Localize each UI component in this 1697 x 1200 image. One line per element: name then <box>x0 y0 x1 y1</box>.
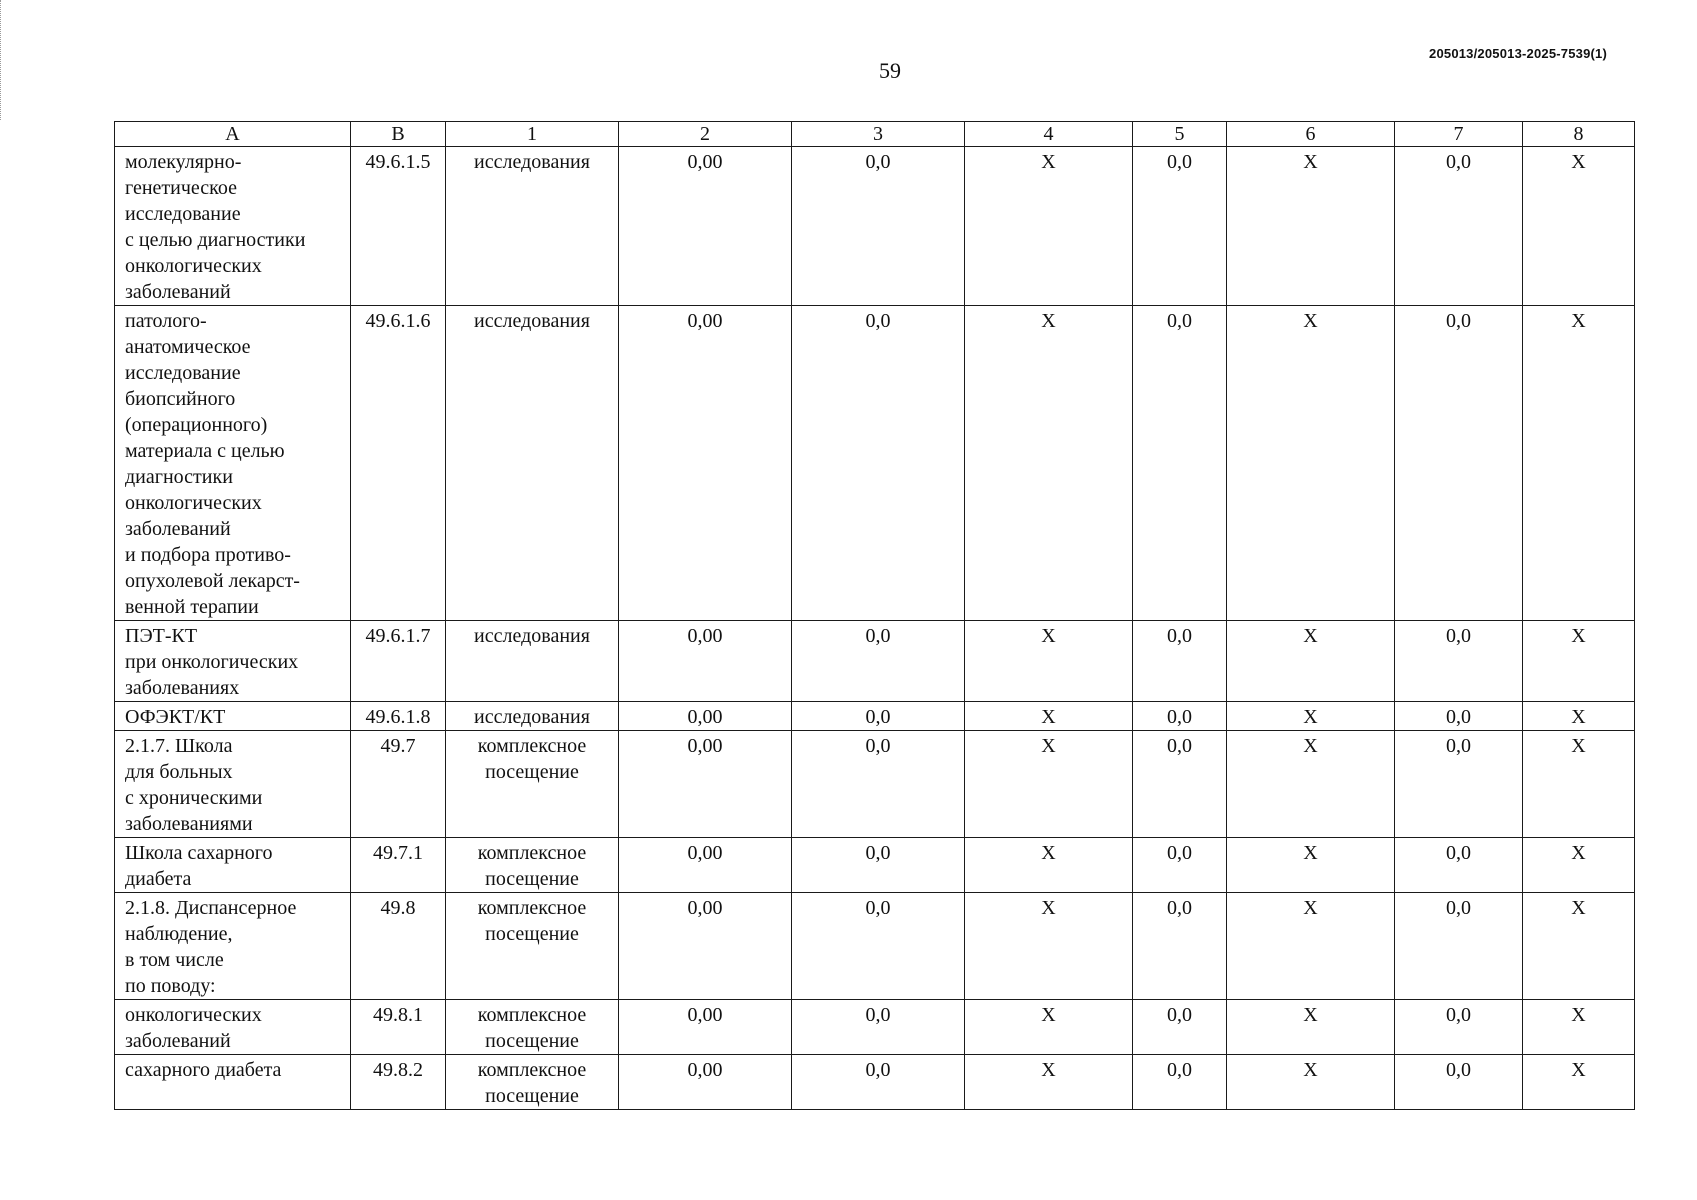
column-header: В <box>351 122 446 147</box>
row-value-col7: 0,0 <box>1395 702 1523 731</box>
table-row <box>115 731 1635 838</box>
row-value-col4: X <box>965 1000 1133 1055</box>
column-header: 7 <box>1395 122 1523 147</box>
row-name-cell: ПЭТ-КТ при онкологических заболеваниях <box>115 621 351 702</box>
row-value-col6: X <box>1227 731 1395 838</box>
row-value-col5: 0,0 <box>1133 893 1227 1000</box>
row-value-col5: 0,0 <box>1133 621 1227 702</box>
row-value-col2: 0,00 <box>619 893 792 1000</box>
row-code-cell: 49.6.1.7 <box>351 621 446 702</box>
row-value-col7: 0,0 <box>1395 1055 1523 1110</box>
row-value-col4: X <box>965 893 1133 1000</box>
column-header: 1 <box>446 122 619 147</box>
row-value-col7: 0,0 <box>1395 306 1523 621</box>
row-unit-cell: комплексное посещение <box>446 1000 619 1055</box>
row-code-cell: 49.8.1 <box>351 1000 446 1055</box>
row-value-col5: 0,0 <box>1133 147 1227 306</box>
table-row <box>115 893 1635 1000</box>
column-header: 4 <box>965 122 1133 147</box>
row-value-col3: 0,0 <box>792 147 965 306</box>
row-name-cell: сахарного диабета <box>115 1055 351 1110</box>
column-header: 8 <box>1523 122 1635 147</box>
table-body <box>115 147 1635 1110</box>
row-value-col4: X <box>965 621 1133 702</box>
row-value-col3: 0,0 <box>792 1055 965 1110</box>
document-id: 205013/205013-2025-7539(1) <box>1429 46 1607 61</box>
row-value-col5: 0,0 <box>1133 731 1227 838</box>
table-header-row <box>115 122 1635 147</box>
row-unit-cell: исследования <box>446 147 619 306</box>
row-value-col3: 0,0 <box>792 731 965 838</box>
table-row <box>115 702 1635 731</box>
row-value-col2: 0,00 <box>619 1000 792 1055</box>
row-name-cell: 2.1.7. Школа для больных с хроническими заболеваниями <box>115 731 351 838</box>
row-value-col3: 0,0 <box>792 838 965 893</box>
row-code-cell: 49.8.2 <box>351 1055 446 1110</box>
row-value-col8: X <box>1523 147 1635 306</box>
row-value-col5: 0,0 <box>1133 306 1227 621</box>
row-unit-cell: комплексное посещение <box>446 731 619 838</box>
table-row <box>115 306 1635 621</box>
row-value-col6: X <box>1227 1000 1395 1055</box>
row-value-col2: 0,00 <box>619 838 792 893</box>
row-code-cell: 49.7.1 <box>351 838 446 893</box>
row-value-col4: X <box>965 838 1133 893</box>
table-row <box>115 621 1635 702</box>
row-value-col8: X <box>1523 621 1635 702</box>
row-value-col5: 0,0 <box>1133 702 1227 731</box>
row-value-col2: 0,00 <box>619 306 792 621</box>
row-name-cell: патолого- анатомическое исследование биопсийного (операционного) материала с целью диагностики онкологических заболеваний и подбора противо- опухолевой лекарст- венной терапии <box>115 306 351 621</box>
row-unit-cell: комплексное посещение <box>446 838 619 893</box>
row-value-col8: X <box>1523 1000 1635 1055</box>
row-code-cell: 49.7 <box>351 731 446 838</box>
indicators-table <box>114 121 1635 1110</box>
row-value-col2: 0,00 <box>619 621 792 702</box>
row-value-col3: 0,0 <box>792 893 965 1000</box>
column-header: А <box>115 122 351 147</box>
row-name-cell: Школа сахарного диабета <box>115 838 351 893</box>
row-name-cell: молекулярно- генетическое исследование с целью диагностики онкологических заболеваний <box>115 147 351 306</box>
row-value-col5: 0,0 <box>1133 838 1227 893</box>
row-code-cell: 49.6.1.5 <box>351 147 446 306</box>
row-value-col7: 0,0 <box>1395 147 1523 306</box>
column-header: 3 <box>792 122 965 147</box>
row-unit-cell: исследования <box>446 306 619 621</box>
row-value-col8: X <box>1523 306 1635 621</box>
row-value-col6: X <box>1227 621 1395 702</box>
table-row <box>115 147 1635 306</box>
row-value-col7: 0,0 <box>1395 621 1523 702</box>
row-value-col3: 0,0 <box>792 306 965 621</box>
row-code-cell: 49.6.1.8 <box>351 702 446 731</box>
row-value-col8: X <box>1523 893 1635 1000</box>
column-header: 6 <box>1227 122 1395 147</box>
row-value-col2: 0,00 <box>619 731 792 838</box>
row-value-col4: X <box>965 306 1133 621</box>
row-name-cell: онкологических заболеваний <box>115 1000 351 1055</box>
row-value-col5: 0,0 <box>1133 1000 1227 1055</box>
row-unit-cell: комплексное посещение <box>446 1055 619 1110</box>
row-value-col8: X <box>1523 702 1635 731</box>
row-value-col8: X <box>1523 1055 1635 1110</box>
row-unit-cell: исследования <box>446 621 619 702</box>
row-name-cell: 2.1.8. Диспансерное наблюдение, в том числе по поводу: <box>115 893 351 1000</box>
row-value-col2: 0,00 <box>619 1055 792 1110</box>
row-value-col7: 0,0 <box>1395 838 1523 893</box>
row-unit-cell: исследования <box>446 702 619 731</box>
row-value-col7: 0,0 <box>1395 1000 1523 1055</box>
column-header: 5 <box>1133 122 1227 147</box>
row-value-col8: X <box>1523 838 1635 893</box>
row-value-col2: 0,00 <box>619 702 792 731</box>
row-value-col6: X <box>1227 838 1395 893</box>
row-value-col4: X <box>965 147 1133 306</box>
row-value-col7: 0,0 <box>1395 893 1523 1000</box>
row-value-col3: 0,0 <box>792 702 965 731</box>
row-value-col2: 0,00 <box>619 147 792 306</box>
row-value-col6: X <box>1227 147 1395 306</box>
row-value-col5: 0,0 <box>1133 1055 1227 1110</box>
row-value-col6: X <box>1227 702 1395 731</box>
row-value-col4: X <box>965 1055 1133 1110</box>
row-unit-cell: комплексное посещение <box>446 893 619 1000</box>
row-value-col6: X <box>1227 1055 1395 1110</box>
row-value-col6: X <box>1227 306 1395 621</box>
row-name-cell: ОФЭКТ/КТ <box>115 702 351 731</box>
table-row <box>115 838 1635 893</box>
row-code-cell: 49.6.1.6 <box>351 306 446 621</box>
table-row <box>115 1055 1635 1110</box>
row-value-col3: 0,0 <box>792 621 965 702</box>
row-value-col4: X <box>965 731 1133 838</box>
row-value-col7: 0,0 <box>1395 731 1523 838</box>
table-row <box>115 1000 1635 1055</box>
row-value-col8: X <box>1523 731 1635 838</box>
page-number: 59 <box>879 58 901 83</box>
row-code-cell: 49.8 <box>351 893 446 1000</box>
row-value-col3: 0,0 <box>792 1000 965 1055</box>
row-value-col4: X <box>965 702 1133 731</box>
row-value-col6: X <box>1227 893 1395 1000</box>
column-header: 2 <box>619 122 792 147</box>
